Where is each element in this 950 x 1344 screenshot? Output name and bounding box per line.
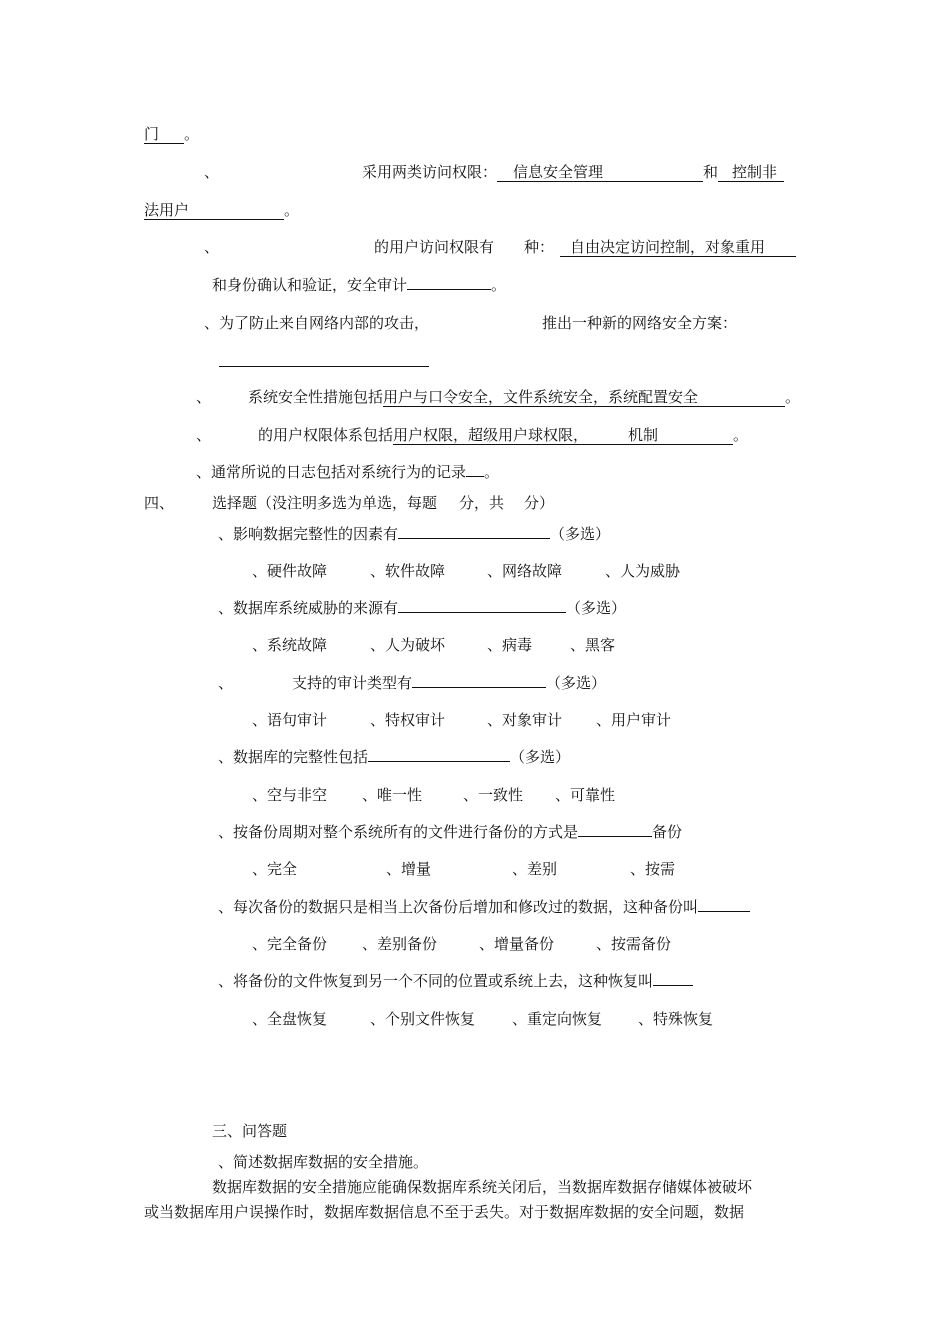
- question-5-option-b[interactable]: 、增量: [386, 860, 432, 878]
- question-4-stem: 、数据库的完整性包括 （多选）: [218, 748, 571, 766]
- question-2-stem: 、数据库系统威胁的来源有 （多选）: [218, 599, 627, 617]
- fill-line-8: 系统安全性措施包括用户与口令安全，文件系统安全，系统配置安全 。: [248, 388, 801, 406]
- fill-line-10: 、通常所说的日志包括对系统行为的记录 。: [196, 463, 500, 481]
- question-7-option-a[interactable]: 、全盘恢复: [252, 1010, 328, 1028]
- answer-blank: 门: [144, 125, 184, 144]
- essay-answer-line-2: 或当数据库用户误操作时，数据库数据信息不至于丢失。对于数据库数据的安全问题，数据: [144, 1203, 745, 1221]
- question-3-option-b[interactable]: 、特权审计: [370, 711, 446, 729]
- fill-line-8-num: 、: [196, 388, 212, 406]
- answer-blank: 用户权限，超级用户球权限， 机制: [393, 426, 733, 445]
- question-7-option-d[interactable]: 、特殊恢复: [638, 1010, 714, 1028]
- question-1-option-b[interactable]: 、软件故障: [370, 562, 446, 580]
- question-3-option-a[interactable]: 、语句审计: [252, 711, 328, 729]
- essay-answer-line-1: 数据库数据的安全措施应能确保数据库系统关闭后，当数据库数据存储媒体被破坏: [212, 1178, 753, 1196]
- question-6-stem: 、每次备份的数据只是相当上次备份后增加和修改过的数据，这种备份叫: [218, 897, 750, 917]
- question-5-option-c[interactable]: 、差别: [512, 860, 558, 878]
- answer-blank: 信息安全管理: [497, 163, 703, 182]
- question-6-option-c[interactable]: 、增量备份: [479, 935, 555, 953]
- question-3-stem-num: 、: [218, 674, 234, 692]
- question-6-option-d[interactable]: 、按需备份: [596, 935, 672, 953]
- question-5-option-a[interactable]: 、完全: [252, 860, 298, 878]
- fill-line-2-num: 、: [204, 163, 220, 181]
- question-1-stem: 、影响数据完整性的因素有 （多选）: [218, 525, 611, 543]
- answer-blank: [698, 911, 750, 912]
- question-1-option-a[interactable]: 、硬件故障: [252, 562, 328, 580]
- fill-line-9-num: 、: [196, 426, 212, 444]
- fill-line-4: 的用户访问权限有 种： 自由决定访问控制，对象重用: [374, 237, 796, 257]
- answer-blank: [578, 836, 652, 837]
- question-2-option-c[interactable]: 、病毒: [487, 636, 533, 654]
- question-2-option-d[interactable]: 、黑客: [570, 636, 616, 654]
- answer-blank: [653, 985, 693, 986]
- answer-blank: [466, 476, 484, 477]
- question-2-option-a[interactable]: 、系统故障: [252, 636, 328, 654]
- question-7-stem: 、将备份的文件恢复到另一个不同的位置或系统上去，这种恢复叫: [218, 971, 693, 991]
- question-4-option-d[interactable]: 、可靠性: [555, 786, 616, 804]
- fill-line-1: 门 。: [144, 125, 200, 143]
- fill-line-4-num: 、: [204, 238, 220, 256]
- answer-blank: [219, 366, 429, 367]
- answer-blank: 法用户: [144, 201, 284, 220]
- answer-blank: [412, 687, 546, 688]
- fill-line-6: 、为了防止来自网络内部的攻击，: [204, 314, 430, 332]
- question-1-option-d[interactable]: 、人为威胁: [605, 562, 681, 580]
- question-3-stem: 支持的审计类型有 （多选）: [292, 674, 607, 692]
- essay-question-1: 、简述数据库数据的安全措施。: [218, 1153, 429, 1171]
- question-6-option-a[interactable]: 、完全备份: [252, 935, 328, 953]
- section-four-num: 四、: [144, 494, 175, 512]
- question-7-option-c[interactable]: 、重定向恢复: [512, 1010, 603, 1028]
- question-6-option-b[interactable]: 、差别备份: [362, 935, 438, 953]
- question-5-stem: 、按备份周期对整个系统所有的文件进行备份的方式是 备份: [218, 823, 683, 841]
- section-three-title: 三、问答题: [212, 1122, 288, 1140]
- question-2-option-b[interactable]: 、人为破坏: [370, 636, 446, 654]
- question-4-option-b[interactable]: 、唯一性: [362, 786, 423, 804]
- fill-line-5: 和身份确认和验证，安全审计 。: [212, 276, 507, 294]
- question-4-option-c[interactable]: 、一致性: [463, 786, 524, 804]
- answer-blank: 自由决定访问控制，对象重用: [560, 238, 796, 257]
- answer-blank: 控制非: [718, 163, 784, 182]
- answer-blank: [398, 538, 550, 539]
- fill-line-3: 法用户 。: [144, 201, 300, 219]
- question-3-option-d[interactable]: 、用户审计: [596, 711, 672, 729]
- question-1-option-c[interactable]: 、网络故障: [487, 562, 563, 580]
- question-3-option-c[interactable]: 、对象审计: [487, 711, 563, 729]
- answer-blank: [368, 761, 510, 762]
- fill-line-2: 采用两类访问权限： 信息安全管理 和 控制非: [362, 162, 784, 182]
- fill-line-9: 的用户权限体系包括用户权限，超级用户球权限， 机制 。: [258, 426, 749, 444]
- question-7-option-b[interactable]: 、个别文件恢复: [370, 1010, 476, 1028]
- answer-blank: [407, 289, 491, 290]
- section-four-title: 选择题（没注明多选为单选，每题 分，共 分）: [212, 494, 555, 512]
- answer-blank: [398, 612, 566, 613]
- question-4-option-a[interactable]: 、空与非空: [252, 786, 328, 804]
- question-5-option-d[interactable]: 、按需: [630, 860, 676, 878]
- fill-line-6b: 推出一种新的网络安全方案：: [542, 314, 738, 332]
- answer-blank: 用户与口令安全，文件系统安全，系统配置安全: [383, 388, 785, 407]
